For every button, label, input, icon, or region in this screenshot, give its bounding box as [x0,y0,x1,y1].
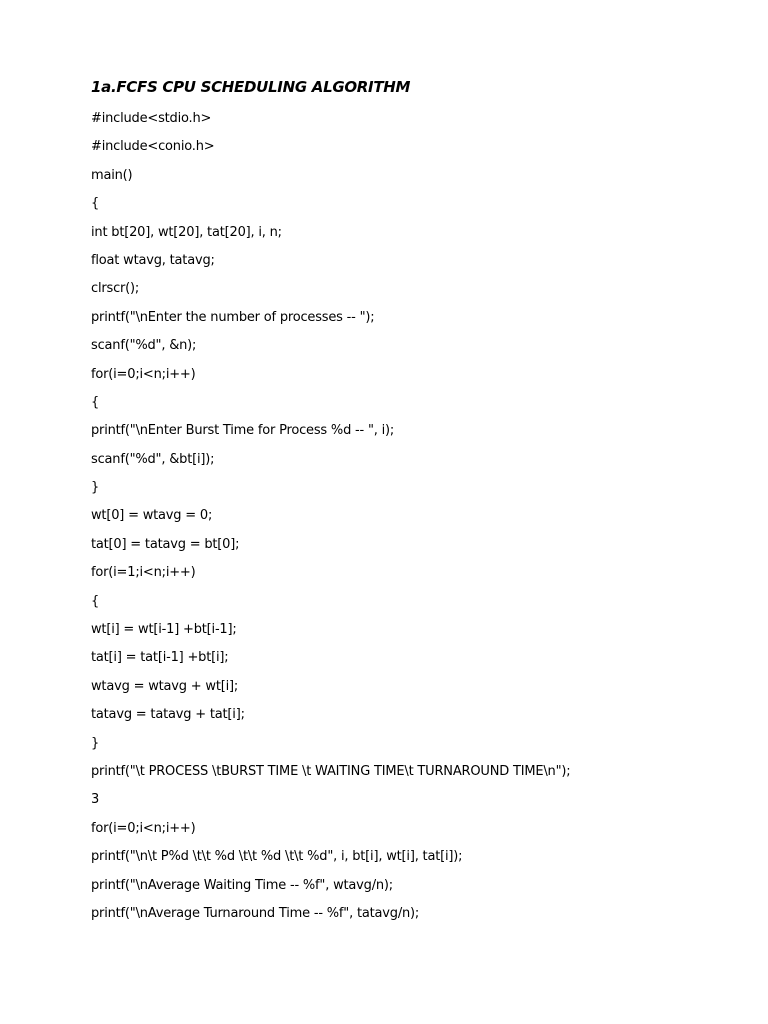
code-line: { [91,394,100,410]
code-line: printf("\nAverage Waiting Time -- %f", wtavg/n); [91,877,393,893]
code-line: printf("\nAverage Turnaround Time -- %f", tatavg/n); [91,905,420,921]
code-line: wt[0] = wtavg = 0; [91,508,213,524]
code-line: int bt[20], wt[20], tat[20], i, n; [91,224,282,240]
code-line: #include<stdio.h> [91,111,212,126]
code-line: #include<conio.h> [91,139,215,155]
code-line: clrscr(); [91,281,140,297]
code-line: scanf("%d", &bt[i]); [91,451,215,467]
document-content [91,76,731,928]
code-line: tatavg = tatavg + tat[i]; [91,707,245,723]
code-line: printf("\nEnter Burst Time for Process %d -- ", i); [91,423,395,439]
code-listing [91,105,731,928]
code-line: float wtavg, tatavg; [91,252,215,268]
code-line: main() [91,167,133,183]
code-line: { [91,593,100,609]
code-line: wt[i] = wt[i-1] +bt[i-1]; [91,622,237,638]
code-line: tat[0] = tatavg = bt[0]; [91,536,240,552]
document-title: 1a.FCFS CPU SCHEDULING ALGORITHM [91,78,411,96]
code-line: } [91,735,100,751]
code-line: printf("\t PROCESS \tBURST TIME \t WAITING TIME\t TURNAROUND TIME\n"); [91,763,571,779]
code-line: for(i=0;i<n;i++) [91,366,196,382]
code-line: tat[i] = tat[i-1] +bt[i]; [91,650,229,666]
code-line: } [91,480,100,496]
code-line: printf("\n\t P%d \t\t %d \t\t %d \t\t %d", i, bt[i], wt[i], tat[i]); [91,849,463,865]
code-line: for(i=1;i<n;i++) [91,565,196,581]
code-line: { [91,196,100,212]
code-line: for(i=0;i<n;i++) [91,820,196,836]
code-line: wtavg = wtavg + wt[i]; [91,678,239,694]
code-line: 3 [91,792,100,808]
code-line: scanf("%d", &n); [91,338,197,354]
code-line: printf("\nEnter the number of processes -- "); [91,309,375,325]
